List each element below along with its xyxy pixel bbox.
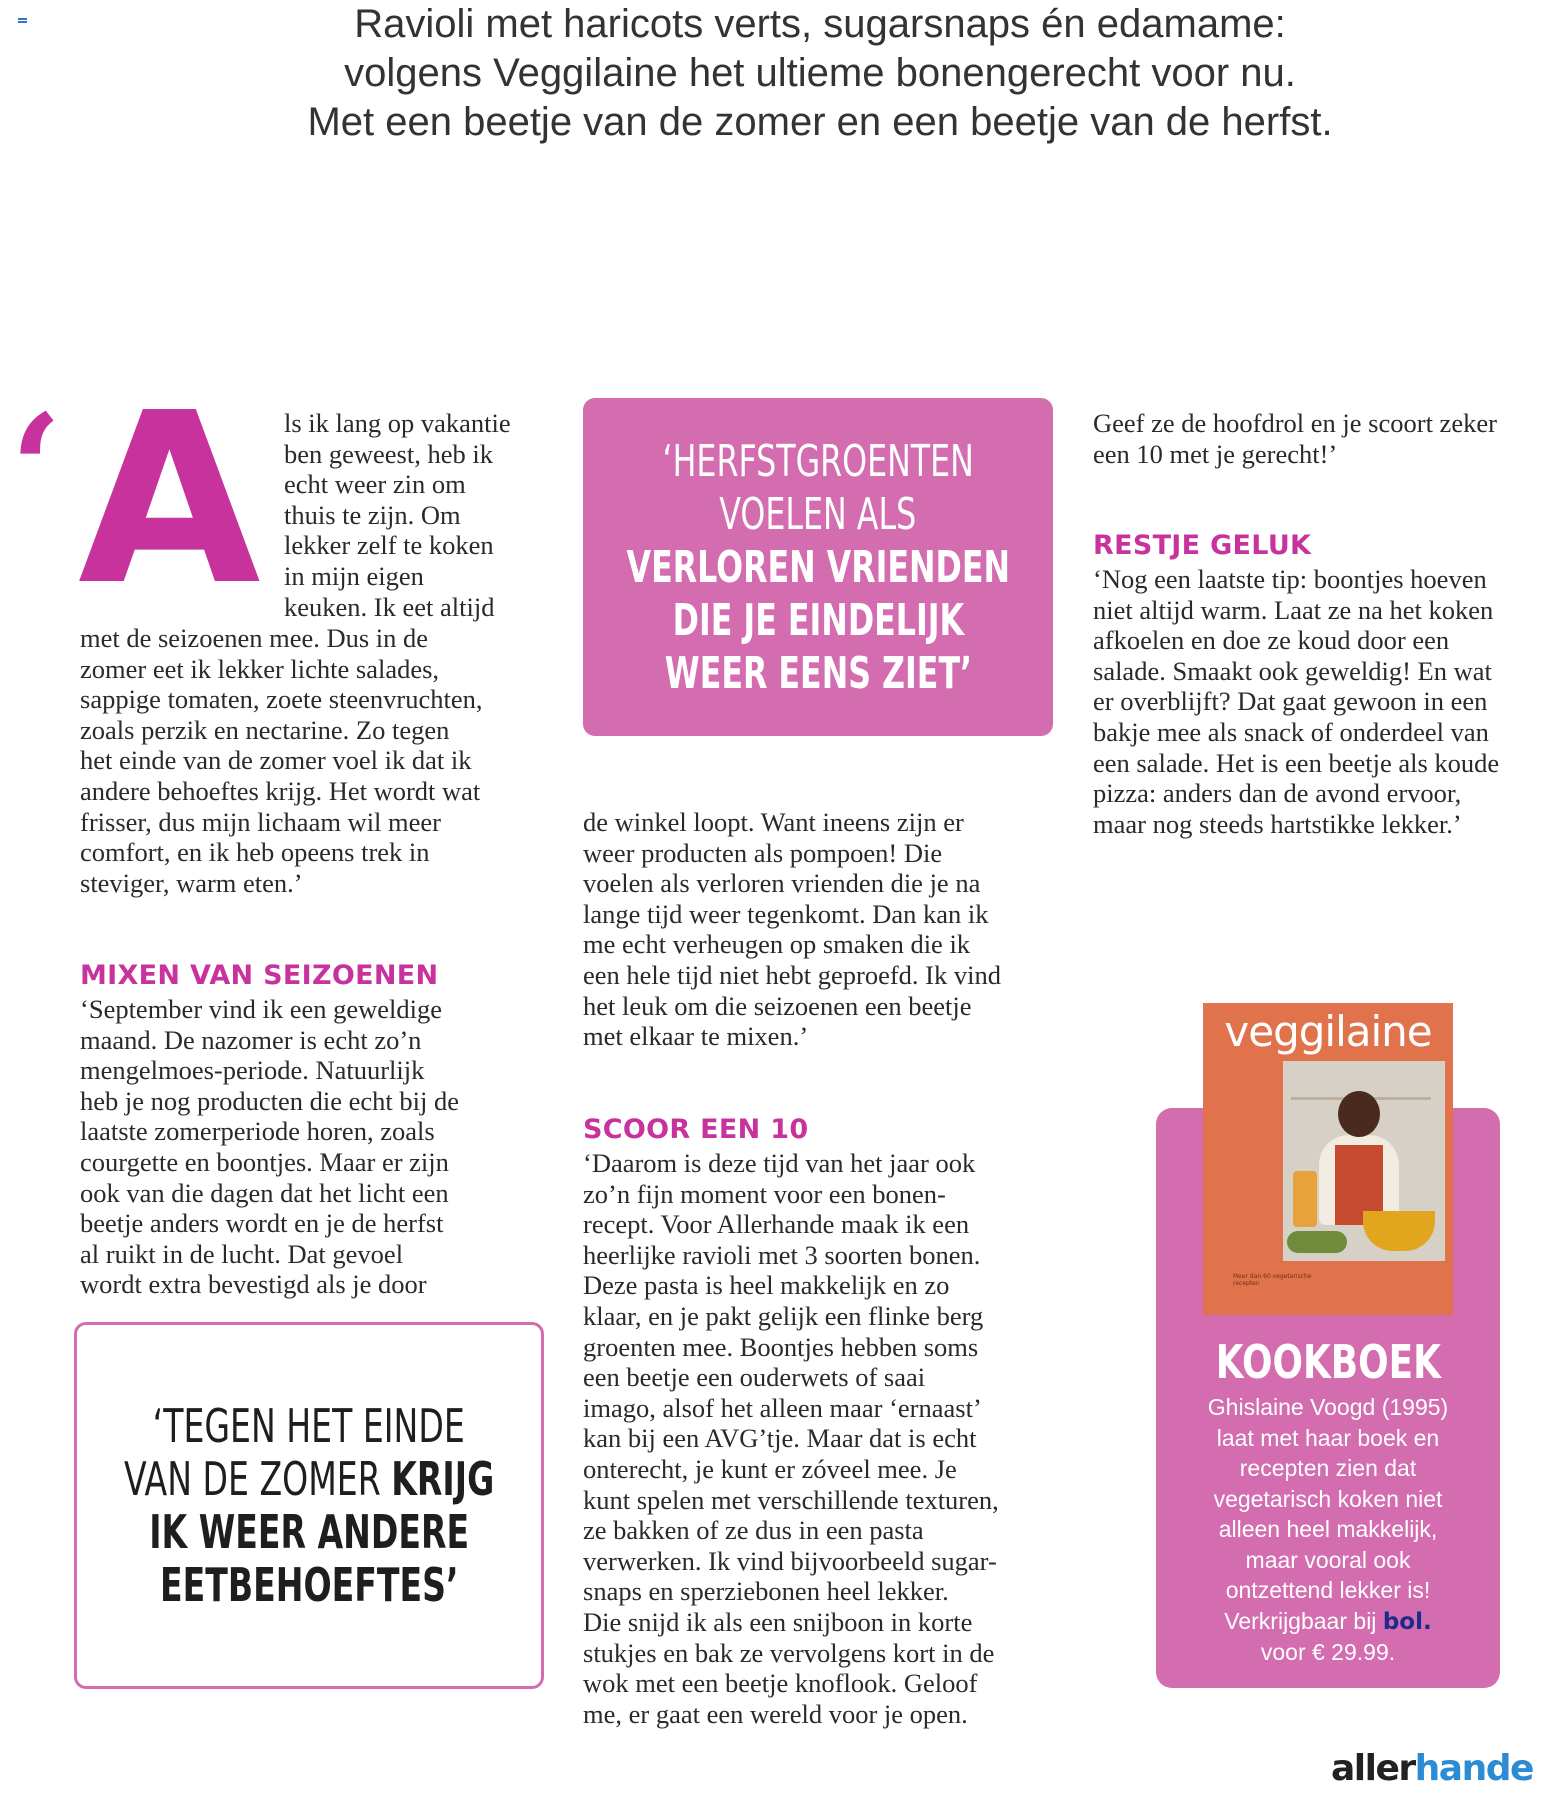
text-line: een 10 met je gerecht!’ bbox=[1093, 438, 1338, 469]
text-line: Die snijd ik als een snijboon in korte bbox=[583, 1606, 973, 1637]
cookbook-cover-image[interactable] bbox=[1203, 1003, 1453, 1315]
text-line: met de seizoenen mee. Dus in de bbox=[80, 623, 429, 653]
text-line: ben geweest, heb ik bbox=[284, 438, 493, 469]
text-line: kan bij een AVG’tje. Maar dat is echt bbox=[583, 1423, 977, 1454]
pullquote-line bbox=[124, 1453, 494, 1506]
pullquote-line: VERLOREN VRIENDEN bbox=[626, 541, 1010, 593]
section-heading: SCOOR EEN 10 bbox=[583, 1114, 809, 1145]
pullquote-pink bbox=[583, 398, 1053, 736]
text-line: alleen heel makkelijk, bbox=[1218, 1516, 1438, 1542]
section-mixen bbox=[80, 960, 550, 1300]
article-col3-top bbox=[1093, 408, 1550, 469]
text-line: kunt spelen met verschillende texturen, bbox=[583, 1484, 999, 1515]
text-line: onterecht, je kunt er zóveel mee. Je bbox=[583, 1453, 957, 1484]
text-line: beetje anders wordt en je de herfst bbox=[80, 1208, 444, 1239]
pullquote-line: VOELEN ALS bbox=[719, 488, 917, 540]
cover-title: veggilaine bbox=[1224, 1007, 1432, 1056]
text-line: wok met een beetje knoflook. Geloof bbox=[583, 1668, 978, 1699]
text-line: verwerken. Ik vind bijvoorbeeld sugar- bbox=[583, 1545, 997, 1576]
text-line: er overblijft? Dat gaat gewoon in een bbox=[1093, 686, 1488, 717]
section-heading: MIXEN VAN SEIZOENEN bbox=[80, 960, 439, 991]
text-line: sappige tomaten, zoete steenvruchten, bbox=[80, 684, 483, 715]
section-heading: RESTJE GELUK bbox=[1093, 530, 1312, 561]
intro-line-1: Ravioli met haricots verts, sugarsnaps én edamame: bbox=[354, 2, 1286, 46]
pullquote-outline bbox=[74, 1322, 544, 1689]
text-line: klaar, en je pakt gelijk een flinke berg bbox=[583, 1300, 984, 1331]
intro-line-2: volgens Veggilaine het ultieme bonengerecht voor nu. bbox=[344, 51, 1296, 95]
text-line: ontzettend lekker is! bbox=[1225, 1577, 1431, 1603]
intro-line-3: Met een beetje van de zomer en een beetje van de herfst. bbox=[307, 100, 1333, 144]
text-line: andere behoeftes krijg. Het wordt wat bbox=[80, 775, 481, 806]
menu-icon[interactable] bbox=[18, 18, 27, 26]
text-line: echt weer zin om bbox=[284, 469, 466, 500]
text-line: pizza: anders dan de avond ervoor, bbox=[1093, 778, 1462, 809]
pullquote-bold-part: EETBEHOEFTES’ bbox=[159, 1557, 459, 1612]
text-line: snaps en sperziebonen heel lekker. bbox=[583, 1576, 949, 1607]
text-line: voelen als verloren vrienden die je na bbox=[583, 868, 981, 899]
text-line: met elkaar te mixen.’ bbox=[583, 1021, 809, 1052]
cookbook-heading bbox=[1156, 1335, 1500, 1389]
text-line: groenten mee. Boontjes hebben soms bbox=[583, 1331, 979, 1362]
pullquote-line: ‘HERFSTGROENTEN bbox=[662, 435, 974, 487]
text-line: courgette en boontjes. Maar er zijn bbox=[80, 1146, 449, 1177]
text-line: frisser, dus mijn lichaam wil meer bbox=[80, 806, 442, 837]
text-line: het leuk om die seizoenen een beetje bbox=[583, 990, 972, 1021]
text-line: heerlijke ravioli met 3 soorten bonen. bbox=[583, 1239, 981, 1270]
text-line: ‘September vind ik een geweldige bbox=[80, 994, 443, 1024]
dropcap-letter: A bbox=[78, 362, 261, 637]
article-col2-continued bbox=[583, 807, 1063, 1052]
jar bbox=[1293, 1171, 1317, 1227]
person-head bbox=[1338, 1091, 1380, 1137]
text-line: bakje mee als snack of onderdeel van bbox=[1093, 716, 1489, 747]
text-line: Geef ze de hoofdrol en je scoort zeker bbox=[1093, 408, 1497, 438]
text-line: laat met haar boek en bbox=[1216, 1424, 1440, 1451]
text-line: stukjes en bak ze vervolgens kort in de bbox=[583, 1637, 995, 1668]
text-line: niet altijd warm. Laat ze na het koken bbox=[1093, 594, 1494, 625]
text-line: me, er gaat een wereld voor je open. bbox=[583, 1698, 968, 1729]
text-line: recept. Voor Allerhande maak ik een bbox=[583, 1209, 970, 1240]
bol-logo[interactable]: bol. bbox=[1382, 1608, 1432, 1635]
cookbook-heading-text: KOOKBOEK bbox=[1215, 1335, 1441, 1389]
brand-part-1: aller bbox=[1331, 1748, 1415, 1789]
cover-tagline: Meer dan 60 vegetarische recepten bbox=[1233, 1273, 1312, 1287]
text-line: ook van die dagen dat het licht een bbox=[80, 1177, 449, 1208]
text-line: salade. Smaakt ook geweldig! En wat bbox=[1093, 655, 1492, 686]
text-line: weer producten als pompoen! Die bbox=[583, 837, 943, 868]
text-line: maand. De nazomer is echt zo’n bbox=[80, 1024, 422, 1055]
text-line: ‘Nog een laatste tip: boontjes hoeven bbox=[1093, 564, 1487, 594]
price: voor € 29.99. bbox=[1260, 1639, 1396, 1665]
pullquote-line bbox=[149, 1506, 469, 1559]
text-line: imago, alsof het alleen maar ‘ernaast’ bbox=[583, 1392, 982, 1423]
text-line: ‘Daarom is deze tijd van het jaar ook bbox=[583, 1148, 976, 1178]
text-line: een beetje een ouderwets of saai bbox=[583, 1362, 926, 1393]
open-quote-mark: ‘ bbox=[10, 382, 63, 558]
text-line: maar vooral ook bbox=[1245, 1546, 1411, 1573]
text-line: keuken. Ik eet altijd bbox=[284, 591, 495, 622]
section-restje bbox=[1093, 530, 1550, 839]
text-line: vegetarisch koken niet bbox=[1213, 1485, 1443, 1512]
text-line: steviger, warm eten.’ bbox=[80, 867, 303, 898]
text-line: zomer eet ik lekker lichte salades, bbox=[80, 653, 440, 684]
pullquote-line: WEER EENS ZIET’ bbox=[664, 647, 972, 699]
vegetables bbox=[1287, 1231, 1347, 1253]
availability-prefix: Verkrijgbaar bij bbox=[1224, 1607, 1383, 1634]
text-line: mengelmoes-periode. Natuurlijk bbox=[80, 1055, 425, 1086]
pullquote-bold-part: IK WEER ANDERE bbox=[149, 1504, 469, 1559]
pullquote-line: ‘TEGEN HET EINDE bbox=[152, 1398, 466, 1453]
pullquote-line: DIE JE EINDELIJK bbox=[672, 594, 964, 646]
text-line: recepten zien dat bbox=[1239, 1455, 1417, 1481]
brand-part-2: hande bbox=[1414, 1748, 1533, 1789]
text-line: het einde van de zomer voel ik dat ik bbox=[80, 745, 472, 776]
text-line: zoals perzik en nectarine. Zo tegen bbox=[80, 714, 450, 745]
text-line: zo’n fijn moment voor een bonen- bbox=[583, 1178, 946, 1209]
text-line: comfort, en ik heb opeens trek in bbox=[80, 837, 430, 868]
text-line: lange tijd weer tegenkomt. Dan kan ik bbox=[583, 898, 989, 929]
availability-line bbox=[1156, 1606, 1500, 1638]
text-line: een salade. Het is een beetje als koude bbox=[1093, 747, 1500, 778]
text-line: ls ik lang op vakantie bbox=[284, 408, 511, 438]
text-line: ze bakken of ze dus in een pasta bbox=[583, 1515, 924, 1546]
text-line: heb je nog producten die echt bij de bbox=[80, 1085, 459, 1116]
text-line: wordt extra bevestigd als je door bbox=[80, 1269, 427, 1300]
pullquote-line bbox=[160, 1559, 458, 1612]
allerhande-logo[interactable] bbox=[1331, 1748, 1533, 1789]
section-scoor bbox=[583, 1114, 1063, 1729]
text-line: in mijn eigen bbox=[284, 560, 424, 591]
text-line: een hele tijd niet hebt geproefd. Ik vind bbox=[583, 959, 1001, 990]
article-col1-top bbox=[284, 408, 564, 622]
pullquote-bold-part: KRIJG bbox=[391, 1451, 495, 1506]
text-line: Ghislaine Voogd (1995) bbox=[1207, 1394, 1449, 1420]
text-line: me echt verheugen op smaken die ik bbox=[583, 929, 971, 960]
pot bbox=[1363, 1211, 1435, 1251]
text-line: laatste zomerperiode horen, zoals bbox=[80, 1116, 435, 1147]
text-line: afkoelen en doe ze koud door een bbox=[1093, 625, 1450, 656]
cover-photo bbox=[1283, 1061, 1445, 1261]
intro-text bbox=[150, 0, 1490, 147]
cookbook-description bbox=[1156, 1392, 1500, 1668]
text-line: Deze pasta is heel makkelijk en zo bbox=[583, 1270, 950, 1301]
text-line: al ruikt in de lucht. Dat gevoel bbox=[80, 1238, 404, 1269]
text-line: de winkel loopt. Want ineens zijn er bbox=[583, 807, 964, 837]
text-line: maar nog steeds hartstikke lekker.’ bbox=[1093, 808, 1462, 839]
text-line: lekker zelf te koken bbox=[284, 530, 494, 561]
article-col1-rest bbox=[80, 623, 550, 898]
text-line: thuis te zijn. Om bbox=[284, 499, 461, 530]
pullquote-light-part: VAN DE ZOMER bbox=[123, 1451, 392, 1506]
